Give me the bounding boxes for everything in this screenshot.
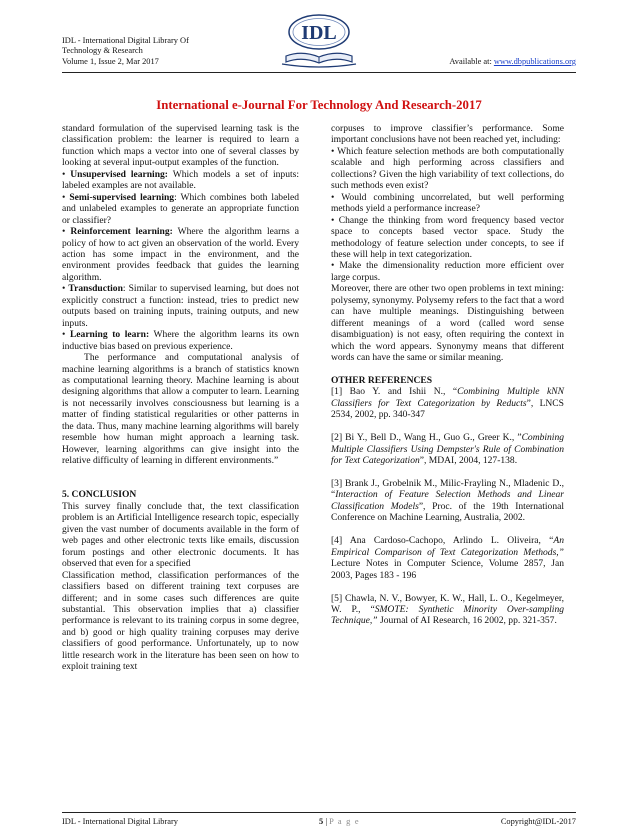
right-column — [331, 123, 564, 627]
logo-text: IDL — [301, 22, 337, 44]
bullet-reinforcement: • Reinforcement learning: Where the algorithm learns a policy of how to act given an observation of the world. Every action has some impact in the environment, and the environment provides feedback that guides the learning algorithm. — [62, 226, 300, 283]
bullet-semi-supervised: • Semi-supervised learning: Which combines both labeled and unlabeled examples to generate an appropriate function or classifier? — [62, 191, 299, 226]
bullet-item: • Would combining uncorrelated, but well performing methods yield a performance increase? — [331, 191, 564, 215]
footer — [62, 817, 576, 826]
reference-2: [2] Bi Y., Bell D., Wang H., Guo G., Greer K., ”Combining Multiple Classifiers Using Dempster's Rule of Combination for Text Categorization”, MDAI, 2004, 127-138. — [331, 432, 564, 467]
paragraph: This survey finally conclude that, the text classification problem is an Artificial Intelligence research topic, especially given the vast number of documents available in the form of web pages and other electronic texts like emails, discussion forum postings and other electronic documents. It has observed that even for a specified — [62, 500, 299, 570]
bullet-transduction: • Transduction: Similar to supervised learning, but does not explicitly construct a function: instead, tries to predict new outputs based on training inputs, training outputs, and new inputs. — [62, 283, 299, 329]
paragraph: standard formulation of the supervised learning task is the classification problem: the learner is required to learn a function which maps a vector into one of several classes by looking at several input-output examples of the function. — [62, 123, 299, 169]
bullet-item: • Make the dimensionality reduction more efficient over large corpus. — [331, 260, 565, 283]
paragraph: Moreover, there are other two open problems in text mining: polysemy, synonymy. Polysemy refers to the fact that a word can have multiple meanings. Distinguishing between different meanings of a word (called word sense disambiguation) is not easy, often requiring the context in which the word appears. Synonymy means that different words can have the same or similar meaning. — [331, 283, 564, 364]
website-link[interactable]: www.dbpublications.org — [493, 57, 576, 66]
bullet-unsupervised: • Unsupervised learning: Which models a set of inputs: labeled examples are not available. — [62, 168, 300, 192]
reference-4: [4] Ana Cardoso-Cachopo, Arlindo L. Oliveira, “An Empirical Comparison of Text Categorization Methods,” Lecture Notes in Computer Science, Volume 2857, Jan 2003, Pages 183 - 196 — [331, 535, 564, 581]
idl-logo — [272, 10, 366, 76]
header-line-3: Volume 1, Issue 2, Mar 2017 — [62, 56, 159, 66]
header-journal-info — [62, 36, 189, 67]
header-line-2: Technology & Research — [62, 46, 143, 56]
header-availability — [449, 57, 576, 66]
bullet-learning-to-learn: • Learning to learn: Where the algorithm learns its own inductive bias based on previous experience. — [62, 329, 299, 352]
reference-1: [1] Bao Y. and Ishii N., “Combining Multiple kNN Classifiers for Text Categorization by Reducts”, LNCS 2534, 2002, pp. 340-347 — [331, 386, 564, 421]
header-line-1: IDL - International Digital Library Of — [62, 36, 189, 45]
available-label: Available at: — [449, 57, 494, 66]
left-column — [62, 123, 299, 673]
bullet-item: • Change the thinking from word frequency based vector space to concepts based vector space. Study the methodology of feature selection under concepts, to see if these will help in text categorization. — [331, 214, 564, 260]
reference-5: [5] Chawla, N. V., Bowyer, K. W., Hall, L. O., Kegelmeyer, W. P., “SMOTE: Synthetic Minority Over-sampling Technique,” Journal of AI Research, 16 2002, pp. 321-357. — [331, 592, 564, 627]
bullet-item: • Which feature selection methods are both computationally scalable and high performing across classifiers and collections? Given the high variability of text collections, do such methods even exist? — [331, 145, 565, 192]
references-heading: OTHER REFERENCES — [331, 374, 433, 386]
page-number: 5 | P a g e — [319, 817, 360, 826]
conclusion-heading: 5. CONCLUSION — [62, 489, 137, 501]
paragraph: Classification method, classification performances of the classifiers based on different training text corpuses are different; and in some cases such differences are quite substantial. This observation implies that a) classifier performance is relevant to its training corpus in some degree, and b) good or high quality training corpuses may derive classifiers of good performance. Unfortunately, up to now little research work in the literature has been seen on how to exploit training text — [62, 569, 299, 673]
footer-divider — [62, 812, 576, 813]
paragraph: corpuses to improve classifier’s performance. Some important conclusions have not been reached yet, including: — [331, 123, 564, 146]
header-divider — [62, 72, 576, 73]
reference-3: [3] Brank J., Grobelnik M., Milic-Frayling N., Mladenic D., “Interaction of Feature Selection Methods and Linear Classification Models”, Proc. of the 19th International Conference on Machine Learning, Australia, 2002. — [331, 478, 564, 524]
footer-right: Copyright@IDL-2017 — [500, 817, 576, 826]
paragraph: The performance and computational analysis of machine learning algorithms is a branch of statistics known as computational learning theory. Machine learning is about designing algorithms that allow a computer to learn. Learning is not necessarily involves consciousness but learning is a matter of finding statistical regularities or other patterns in the data. Thus, many machine learning algorithms will barely resemble how human might approach a learning task. However, learning algorithms can give insight into the relative difficulty of learning in different environments.” — [62, 352, 299, 467]
journal-title: International e-Journal For Technology And Research-2017 — [156, 98, 482, 112]
footer-left: IDL - International Digital Library — [62, 817, 178, 826]
